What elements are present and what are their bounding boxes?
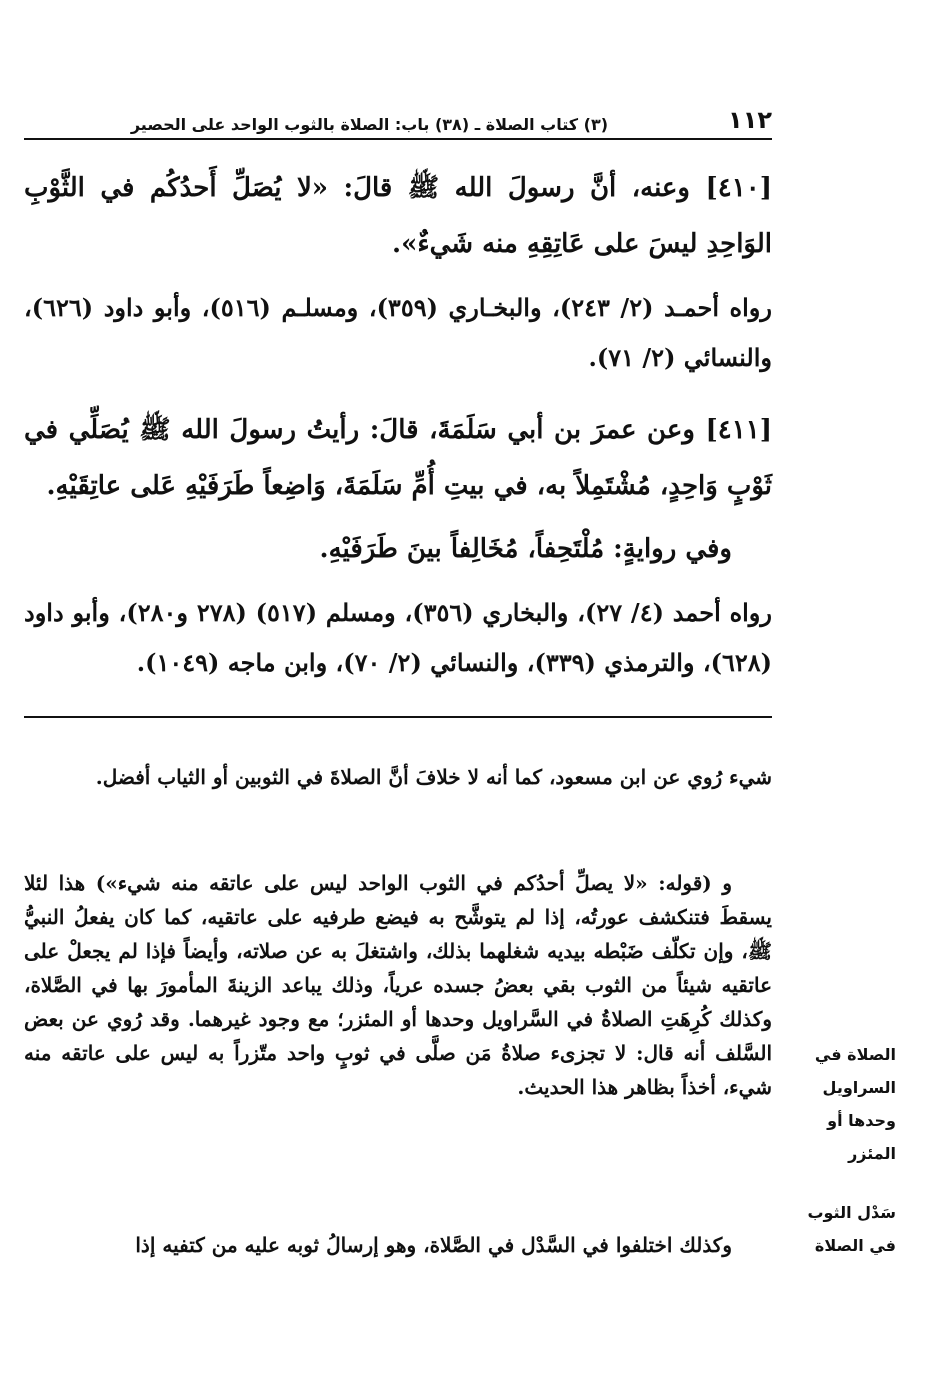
margin-note-sadl: سَدْل الثوب في الصلاة	[807, 1203, 896, 1255]
hadith-410-number: [٤١٠]	[705, 173, 772, 203]
commentary-paragraph-2-text: و (قوله: «لا يصلِّ أحدُكم في الثوب الواحد ليس على عاتقه منه شيء») هذا لئلا يسقطَ فتنكشف عورتُه، إذا لم يتوشَّح به فيضع طرفيه على عاتقيه، كما كان يفعلُ النبيُّ ﷺ، وإن تكلّف ضَبْطه بيديه شغلهما بذلك، واشتغلَ به عن صلاته، وأيضاً فإذا لم يجعلْ على عاتقيه شيئاً من الثوب بقي بعضُ جسده عرياً، وذلك يباعد الزينةَ المأمورَ بها في الصَّلاة، وكذلك كُرِهَتِ الصلاةُ في السَّراويل وحدها أو المئزر؛ مع وجود غيرهما. وقد رُوي عن بعض السَّلف أنه قال: لا تجزىء صلاةُ مَن صلَّى في ثوبٍ واحد متّزراً به ليس على عاتقه منه شيء، أخذاً بظاهر هذا الحديث.	[24, 871, 773, 1099]
commentary-paragraph-2	[24, 866, 772, 1104]
commentary-paragraph-3	[24, 1228, 772, 1262]
page-number: ١١٢	[728, 106, 772, 134]
hadith-411-source: رواه أحمد (٤/ ٢٧)، والبخاري (٣٥٦)، ومسلم (٥١٧) (٢٧٨ و٢٨٠)، وأبو داود (٦٢٨)، والترمذي (٣٣٩)، والنسائي (٢/ ٧٠)، وابن ماجه (١٠٤٩).	[24, 598, 772, 677]
margin-note-sarawil: الصلاة في السراويل وحدها أو المئزر	[814, 1045, 896, 1163]
header-rule	[24, 138, 772, 140]
hadith-411-variant-text: وفي روايةٍ: مُلْتَحِفاً، مُخَالِفاً بينَ طَرَفَيْهِ.	[319, 534, 732, 564]
hadith-410-source: رواه أحمـد (٢/ ٢٤٣)، والبخـاري (٣٥٩)، ومسلـم (٥١٦)، وأبو داود (٦٢٦)، والنسائي (٢/ ٧١).	[24, 293, 772, 372]
page-header	[24, 98, 772, 134]
commentary-paragraph-3-text: وكذلك اختلفوا في السَّدْل في الصَّلاة، وهو إرسالُ ثوبه عليه من كتفيه إذا	[135, 1233, 732, 1257]
hadith-411-text: وعن عمرَ بن أبي سَلَمَةَ، قالَ: رأيتُ رسولَ الله ﷺ يُصَلِّي في ثَوْبٍ وَاحِدٍ، مُشْتَمِلاً به، في بيتِ أُمِّ سَلَمَةَ، وَاضِعاً طَرَفَيْهِ عَلى عاتِقَيْهِ.	[24, 415, 772, 501]
commentary-paragraph-1: شيء رُوي عن ابن مسعود، كما أنه لا خلافَ أنَّ الصلاةَ في الثوبين أو الثياب أفضل.	[95, 765, 772, 789]
hadith-411-number: [٤١١]	[705, 415, 772, 445]
hadith-411	[24, 402, 772, 514]
hadith-410	[24, 160, 772, 272]
hadith-411-variant	[24, 521, 772, 577]
hadith-410-text: وعنه، أنَّ رسولَ الله ﷺ قالَ: «لا يُصَلِّ أَحدُكُم في الثَّوْبِ الوَاحِدِ ليسَ على عَاتِقِهِ منه شَيءٌ».	[24, 173, 772, 259]
running-title: (٣) كتاب الصلاة ـ (٣٨) باب: الصلاة بالثوب الواحد على الحصير	[130, 115, 609, 134]
commentary-separator	[24, 716, 772, 718]
